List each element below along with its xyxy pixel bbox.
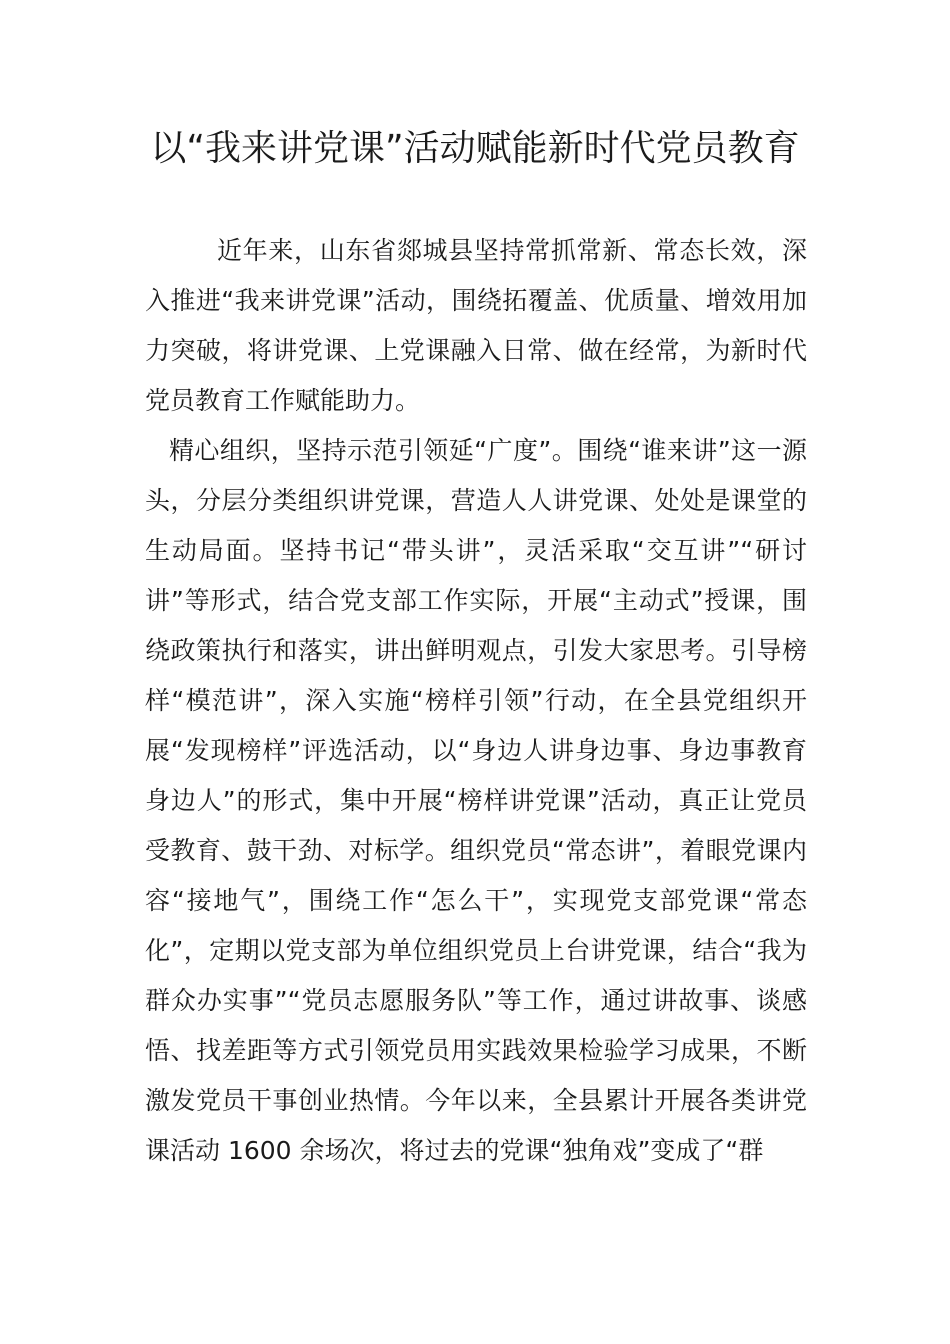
paragraph-organization: 精心组织，坚持示范引领延“广度”。围绕“谁来讲”这一源头，分层分类组织讲党课，营造人人讲党课、处处是课堂的生动局面。坚持书记“带头讲”，灵活采取“交互讲”“研讨讲”等形式，结合党支部工作实际，开展“主动式”授课，围绕政策执行和落实，讲出鲜明观点，引发大家思考。引导榜样“模范讲”，深入实施“榜样引领”行动，在全县党组织开展“发现榜样”评选活动，以“身边人讲身边事、身边事教育身边人”的形式，集中开展“榜样讲党课”活动，真正让党员受教育、鼓干劲、对标学。组织党员“常态讲”，着眼党课内容“接地气”，围绕工作“怎么干”，实现党支部党课“常态化”，定期以党支部为单位组织党员上台讲党课，结合“我为群众办实事”“党员志愿服务队”等工作，通过讲故事、谈感悟、找差距等方式引领党员用实践效果检验学习成果，不断激发党员干事创业热情。今年以来，全县累计开展各类讲党课活动 1600 余场次，将过去的党课“独角戏”变成了“群 xyxy=(145,436,807,1165)
document-body xyxy=(145,226,807,1176)
document-title: 以“我来讲党课”活动赋能新时代党员教育 xyxy=(150,128,800,169)
paragraph-intro: 近年来，山东省郯城县坚持常抓常新、常态长效，深入推进“我来讲党课”活动，围绕拓覆盖、优质量、增效用加力突破，将讲党课、上党课融入日常、做在经常，为新时代党员教育工作赋能助力。 xyxy=(145,236,807,415)
